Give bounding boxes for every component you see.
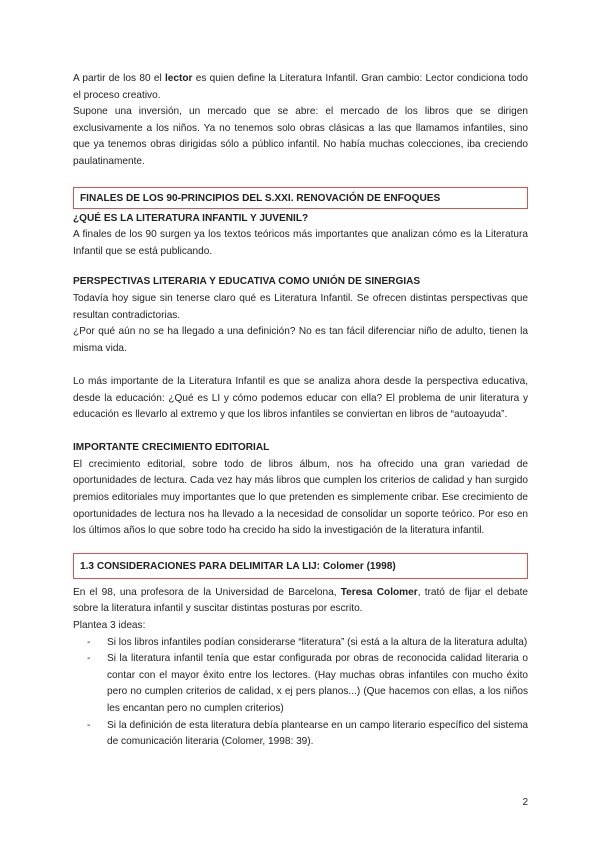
paragraph-perspectiva-educativa: Lo más importante de la Literatura Infantil es que se analiza ahora desde la perspectiva educativa, desde la educación: ¿Qué es LI y cómo podemos educar con ella? El problema de unir literatura y educación es llevarlo al extremo y que los libros infantiles se conviertan en libros de “autoayuda”. bbox=[73, 375, 528, 421]
section-box-consideraciones: 1.3 CONSIDERACIONES PARA DELIMITAR LA LIJ: Colomer (1998) bbox=[73, 553, 528, 579]
page-number: 2 bbox=[522, 797, 528, 808]
heading-perspectivas: PERSPECTIVAS LITERARIA Y EDUCATIVA COMO UNIÓN DE SINERGIAS bbox=[73, 276, 421, 288]
paragraph-plantea: Plantea 3 ideas: bbox=[73, 620, 146, 632]
heading-que-es-lij: ¿QUÉ ES LA LITERATURA INFANTIL Y JUVENIL? bbox=[73, 212, 309, 224]
dash-bullet: - bbox=[87, 636, 91, 648]
list-item: - Si la definición de esta literatura debía plantearse en un campo literario específico del sistema de comunicación literaria (Colomer, 1998: 39). bbox=[87, 719, 528, 748]
ideas-list bbox=[73, 635, 528, 751]
paragraph-definicion: ¿Por qué aún no se ha llegado a una definición? No es tan fácil diferenciar niño de adulto, tienen la misma vida. bbox=[73, 326, 528, 354]
dash-bullet: - bbox=[87, 653, 91, 665]
paragraph-mercado: Supone una inversión, un mercado que se abre: el mercado de los libros que se dirigen exclusivamente a los niños. Ya no tenemos solo obras clásicas a las que llamamos infantiles, sino que ya tenemos obras dirigidas sólo a público infantil. No había muchas colecciones, iba creciendo paulatinamente. bbox=[73, 106, 528, 167]
dash-bullet: - bbox=[87, 719, 91, 731]
paragraph-teresa-colomer: En el 98, una profesora de la Universidad de Barcelona, Teresa Colomer, trató de fijar el debate sobre la literatura infantil y suscitar distintas posturas por escrito. bbox=[73, 586, 528, 615]
paragraph-lector: A partir de los 80 el lector es quien define la Literatura Infantil. Gran cambio: Lector condiciona todo el proceso creativo. bbox=[73, 73, 528, 101]
document-page bbox=[73, 0, 528, 751]
paragraph-todavia: Todavía hoy sigue sin tenerse claro qué es Literatura Infantil. Se ofrecen distintas perspectivas que resultan contradictorias. bbox=[73, 292, 528, 321]
lector-bold: lector bbox=[164, 73, 193, 84]
teresa-colomer-bold: Teresa Colomer bbox=[340, 586, 418, 598]
paragraph-finales-90: A finales de los 90 surgen ya los textos teóricos más importantes que analizan cómo es la Literatura Infantil que se está publicando. bbox=[73, 229, 528, 257]
list-item: - Si la literatura infantil tenía que estar configurada por obras de reconocida calidad literaria o contar con el mayor éxito entre los lectores. (Hay muchas obras infantiles con mucho éxito pero no cumplen criterios de calidad, x ej pers planos...) (Que hacemos con ellas, a los niños les encantan pero no cumplen criterios) bbox=[87, 653, 528, 714]
heading-crecimiento-editorial: IMPORTANTE CRECIMIENTO EDITORIAL bbox=[73, 442, 270, 454]
section-box-finales-90: FINALES DE LOS 90-PRINCIPIOS DEL S.XXI. RENOVACIÓN DE ENFOQUES bbox=[73, 187, 528, 209]
list-item: - Si los libros infantiles podían considerarse “literatura” (si está a la altura de la literatura adulta) bbox=[73, 635, 528, 652]
paragraph-crecimiento: El crecimiento editorial, sobre todo de libros álbum, nos ha ofrecido una gran variedad de oportunidades de lectura. Cada vez hay más libros que cumplen los criterios de calidad y han surgido premios editoriales muy importantes que lo que pretenden es simplemente cribar. Ese crecimiento de oportunidades de lectura nos ha llevado a la necesidad de consolidar un soporte teórico. Por eso en los últimos años lo que sobre todo ha crecido ha sido la investigación de la literatura infantil. bbox=[73, 458, 528, 537]
